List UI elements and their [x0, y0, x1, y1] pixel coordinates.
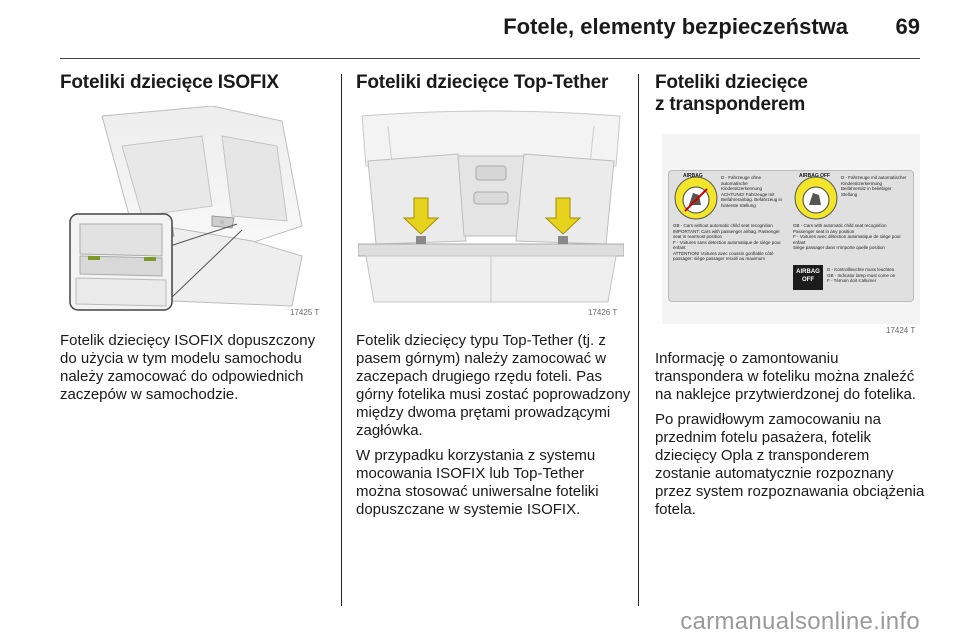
column-isofix [60, 72, 328, 94]
figure-code-top-tether: 17426 T [588, 308, 618, 317]
isofix-paragraph: Fotelik dziecięcy ISOFIX dopuszczony do użycia w tym modelu samochodu należy zamocować do odpowiednich zaczepów w samochodzie. [60, 332, 316, 403]
top-tether-illustration [358, 106, 624, 318]
heading-isofix: Foteliki dziecięce ISOFIX [60, 72, 279, 93]
airbag-off-seat-icon [793, 175, 839, 221]
header-rule [60, 58, 920, 59]
right-panel-line-4: Passenger seat in any position [793, 228, 855, 234]
right-panel-line-5: F - Voitures avec détection automatique de siège pour enfant [793, 234, 901, 245]
isofix-seat-drawing [62, 106, 324, 318]
right-panel-middle [793, 223, 909, 263]
top-tether-paragraph-1: Fotelik dziecięcy typu Top-Tether (tj. z pasem górnym) należy zamocować w zaczepach drugiego rzędu foteli. Pas górny fotelika musi zostać poprowadzony między dwoma prętami prowadzącymi zagłówka. [356, 332, 631, 439]
right-panel-line-6: Siège passager dans n'importe quelle position [793, 245, 885, 250]
heading-transponder [655, 72, 925, 116]
right-panel-line-2: Beifahrersitz in beliebiger Stellung [841, 186, 892, 197]
column-divider-2 [638, 74, 639, 606]
left-panel-line-4: IMPORTANT: Cars with passenger airbag. Passenger seat in rearmost position [673, 228, 780, 239]
airbag-off-text: AIRBAG OFF [799, 173, 831, 179]
transponder-paragraph-1: Informację o zamontowaniu transpondera w foteliku można znaleźć na naklejce przytwierdzonej do fotelika. [655, 350, 916, 403]
transponder-body [655, 350, 927, 526]
airbag-off-indicator-badge [793, 265, 823, 290]
column-divider-1 [341, 74, 342, 606]
heading-top-tether: Foteliki dziecięce Top-Tether [356, 72, 609, 93]
column-top-tether [356, 72, 636, 94]
right-panel-line-9: F - Témoin doit s'allumer [827, 278, 877, 283]
top-tether-seat-drawing [358, 106, 624, 318]
top-tether-body [356, 332, 632, 526]
left-panel-bottom [673, 223, 787, 297]
airbag-on-text: AIRBAG [683, 173, 703, 179]
left-panel-line-3: GB - Cars without automatic child seat recognition [673, 223, 773, 228]
top-tether-paragraph-2: W przypadku korzystania z systemu mocowania ISOFIX lub Top-Tether można stosować uniwersalne foteliki dopuszczane w systemie ISOFIX. [356, 447, 599, 518]
right-panel-bottom [827, 267, 909, 297]
left-panel-line-5: F - Voitures sans detection automatique de siège pour enfant [673, 239, 781, 250]
isofix-body [60, 332, 332, 411]
right-panel-line-8: GB - Indicator lamp must come on [827, 272, 896, 278]
heading-transponder-line1: Foteliki dziecięce [655, 72, 808, 93]
page-number: 69 [895, 14, 920, 39]
left-panel-top [721, 175, 783, 219]
right-panel-top [841, 175, 909, 219]
badge-line-1: AIRBAG [796, 269, 820, 275]
figure-code-transponder: 17424 T [886, 326, 916, 335]
transponder-illustration [662, 134, 920, 324]
right-panel-line-3: GB - Cars with automatic child seat recognition [793, 223, 887, 228]
watermark: carmanualsonline.info [680, 608, 920, 635]
column-transponder [655, 72, 925, 116]
airbag-on-warning-icon [673, 175, 719, 221]
figure-code-isofix: 17425 T [290, 308, 320, 317]
heading-transponder-line2: z transponderem [655, 94, 806, 115]
right-panel-line-7: D - Kontrollleuchte muss leuchten [827, 267, 895, 272]
isofix-illustration [62, 106, 324, 318]
transponder-paragraph-2: Po prawidłowym zamocowaniu na przednim fotelu pasażera, fotelik dziecięcy Opla z transponderem zostanie automatycznie rozpoznany przez system rozpoznawania obciążenia fotela. [655, 411, 925, 518]
right-panel-line-1: D - Fahrzeuge mit automatischer Kindersitzerkennung [841, 175, 907, 186]
left-panel-line-2: ACHTUNG! Fahrzeuge mit Beifahrerairbag. Befahrzeug in hinterste Stellung [721, 191, 783, 208]
badge-line-2: OFF [802, 277, 814, 283]
transponder-sticker [668, 170, 914, 302]
page-title: Fotele, elementy bezpieczeństwa [503, 14, 848, 39]
left-panel-line-6: ATTENTION! Voitures avec coussin gonflable côté passager: siège passager reculé au maximum [673, 250, 774, 261]
left-panel-line-1: D - Fahrzeuge ohne automatische Kindersitzerkennung [721, 175, 763, 191]
